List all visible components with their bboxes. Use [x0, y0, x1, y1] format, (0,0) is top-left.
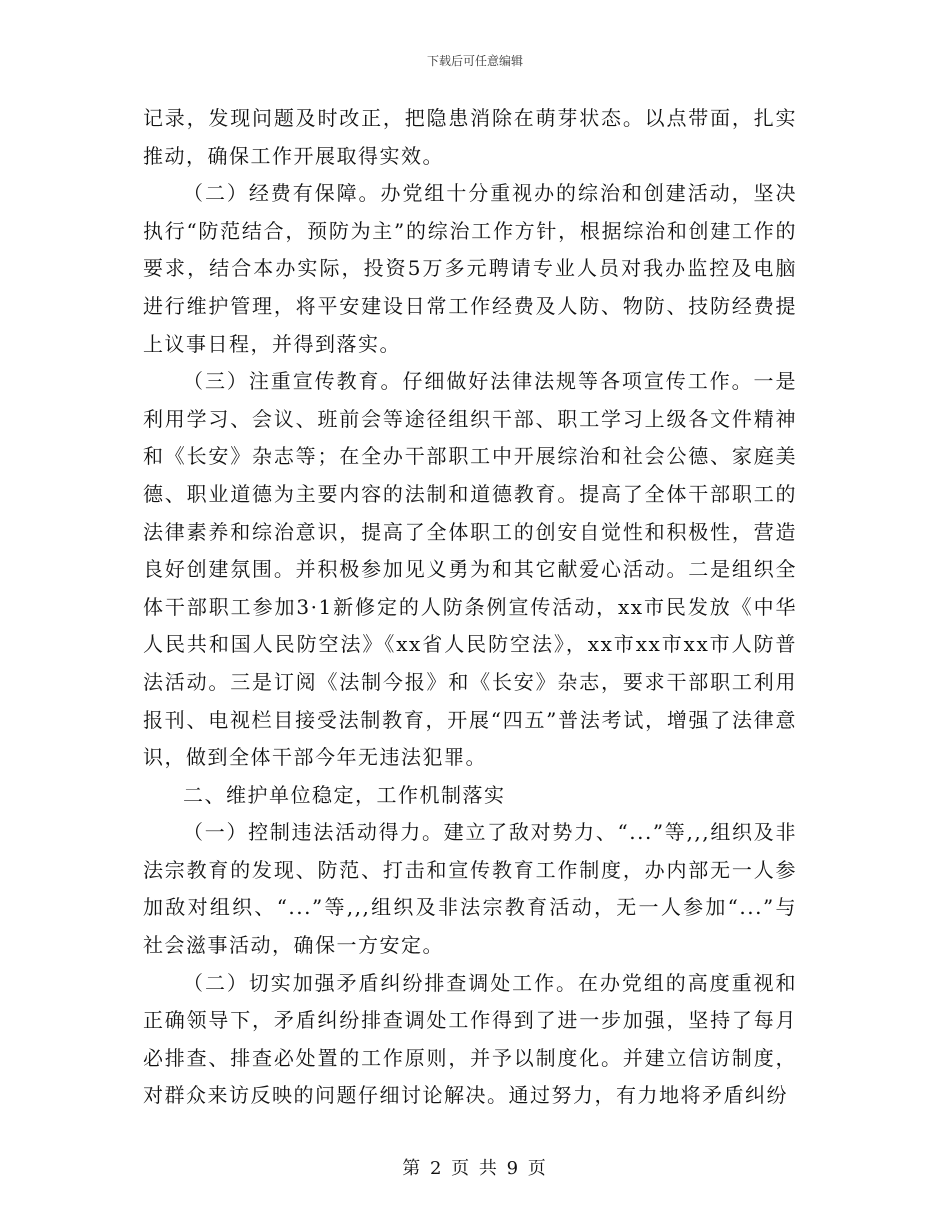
page-number: 第 2 页 共 9 页 [402, 1158, 548, 1179]
paragraph-5: （二）切实加强矛盾纠纷排查调处工作。在办党组的高度重视和正确领导下，矛盾纠纷排查调处工作得到了进一步加强，坚持了每月必排查、排查必处置的工作原则，并予以制度化。并建立信访制度，对群众来访反映的问题仔细讨论解决。通过努力，有力地将矛盾纠纷 [143, 970, 797, 1108]
document-body [143, 100, 797, 1115]
paragraph-3: （三）注重宣传教育。仔细做好法律法规等各项宣传工作。一是利用学习、会议、班前会等途径组织干部、职工学习上级各文件精神和《长安》杂志等；在全办干部职工中开展综治和社会公德、家庭美德、职业道德为主要内容的法制和道德教育。提高了全体干部职工的法律素养和综治意识，提高了全体职工的创安自觉性和积极性，营造良好创建氛围。并积极参加见义勇为和其它献爱心活动。二是组织全体干部职工参加3·1新修定的人防条例宣传活动，xx市民发放《中华人民共和国人民防空法》《xx省人民防空法》，xx市xx市xx市人防普法活动。三是订阅《法制今报》和《长安》杂志，要求干部职工利用报刊、电视栏目接受法制教育，开展“四五”普法考试，增强了法律意识，做到全体干部今年无违法犯罪。 [143, 369, 797, 770]
section-heading: 二、维护单位稳定，工作机制落实 [183, 782, 506, 807]
paragraph-1: 记录，发现问题及时改正，把隐患消除在萌芽状态。以点带面，扎实推动，确保工作开展取得实效。 [143, 106, 797, 168]
paragraph-2: （二）经费有保障。办党组十分重视办的综治和创建活动，坚决执行“防范结合，预防为主”的综治工作方针，根据综治和创建工作的要求，结合本办实际，投资5万多元聘请专业人员对我办监控及电脑进行维护管理，将平安建设日常工作经费及人防、物防、技防经费提上议事日程，并得到落实。 [143, 181, 797, 356]
paragraph-4: （一）控制违法活动得力。建立了敌对势力、“...”等,,,组织及非法宗教育的发现、防范、打击和宣传教育工作制度，办内部无一人参加敌对组织、“...”等,,,组织及非法宗教育活动，无一人参加“...”与社会滋事活动，确保一方安定。 [143, 820, 797, 958]
page-header: 下载后可任意编辑 [426, 54, 523, 68]
